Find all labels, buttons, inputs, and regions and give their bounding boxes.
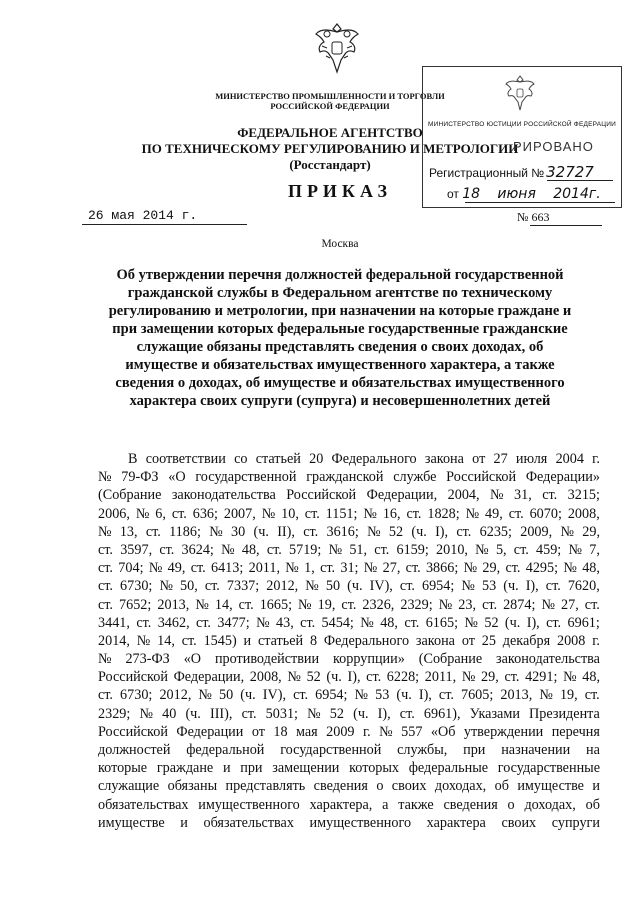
body-line: 2006, № 6, ст. 636; 2007, № 10, ст. 1151; № 16, ст. 1828; № 49, ст. 6070; 2008, bbox=[98, 505, 600, 522]
stamp-date-day: 18 bbox=[462, 186, 481, 202]
title-line: регулированию и метрологии, при назначении на которые граждане и bbox=[108, 303, 572, 319]
body-line: № 273-ФЗ «О противодействии коррупции» (Собрание законодательства bbox=[98, 651, 600, 668]
stamp-date-year: 2014г. bbox=[553, 186, 601, 202]
stamp-reg-number: 32727 bbox=[546, 163, 594, 181]
body-line: должностей федеральной государственной службы, при назначении на bbox=[98, 742, 600, 758]
title-line: гражданской службы в Федеральном агентстве по техническому bbox=[127, 285, 553, 301]
body-line: 2329; № 40 (ч. III), ст. 5031; № 52 (ч. I), ст. 6961), Указами Президента bbox=[98, 705, 600, 722]
body-line: которые граждане и при замещении которых федеральные государственные bbox=[98, 760, 600, 777]
body-line: (Собрание законодательства Российской Федерации, 2004, № 31, ст. 3215; bbox=[98, 487, 600, 504]
body-line: Российской Федерации от 18 мая 2009 г. № 557 «Об утверждении перечня bbox=[98, 723, 600, 740]
body-line: ст. 3597, ст. 3624; № 48, ст. 5719; № 51, ст. 6159; 2010, № 5, ст. 459; № 7, bbox=[98, 541, 600, 558]
document-date: 26 мая 2014 г. bbox=[88, 208, 198, 223]
title-line: служащие обязаны представлять сведения о своих доходах, об bbox=[136, 339, 544, 355]
document-city: Москва bbox=[321, 238, 359, 250]
body-line: служащие обязаны представлять сведения о своих доходах, об имуществе и bbox=[98, 778, 600, 795]
body-line: ст. 6730; № 50, ст. 7337; 2012, № 50 (ч. IV), ст. 6954; № 53 (ч. I), ст. 7620, bbox=[98, 578, 600, 595]
body-line: В соответствии со статьей 20 Федерального закона от 27 июля 2004 г. bbox=[128, 451, 600, 467]
title-line: при замещении которых федеральные государственные гражданские bbox=[112, 321, 568, 337]
document-number: № 663 bbox=[517, 210, 550, 224]
stamp-date-prefix: от bbox=[447, 187, 459, 201]
document-type: ПРИКАЗ bbox=[287, 181, 393, 201]
title-line: имуществе и обязательствах имущественного характера, а также bbox=[125, 357, 555, 373]
agency-name: ФЕДЕРАЛЬНОЕ АГЕНТСТВО ПО ТЕХНИЧЕСКОМУ РЕГУЛИРОВАНИЮ И МЕТРОЛОГИИ (Росстандарт) bbox=[141, 125, 519, 172]
stamp-ministry-name: МИНИСТЕРСТВО ЮСТИЦИИ РОССИЙСКОЙ ФЕДЕРАЦИИ bbox=[427, 121, 617, 128]
state-emblem-icon bbox=[312, 20, 362, 76]
body-line: № 79-ФЗ «О государственной гражданской службе Российской Федерации» bbox=[98, 469, 600, 486]
body-line: обязательствах имущественного характера, а также сведения о доходах, об bbox=[98, 796, 600, 813]
title-line: характера своих супруги (супруга) и несовершеннолетних детей bbox=[129, 393, 551, 409]
title-line: Об утверждении перечня должностей федеральной государственной bbox=[116, 267, 564, 283]
title-line: сведения о доходах, об имуществе и обязательствах имущественного bbox=[115, 375, 565, 391]
stamp-reg-label: Регистрационный № bbox=[429, 166, 545, 180]
body-line: 3441, ст. 3462, ст. 3477; № 43, ст. 5454; № 48, ст. 6165; № 52 (ч. I), ст. 6961; bbox=[98, 614, 600, 631]
body-line: имуществе и обязательствах имущественного характера своих супруги bbox=[98, 814, 600, 831]
date-underline bbox=[82, 224, 247, 225]
body-line: ст. 7652; 2013, № 14, ст. 1665; № 19, ст. 2326, 2329; № 23, ст. 2874; № 27, ст. bbox=[98, 596, 600, 613]
document-body bbox=[98, 450, 600, 832]
body-line: 2014, № 14, ст. 1545) и статьей 8 Федерального закона от 25 декабря 2008 г. bbox=[98, 632, 600, 649]
stamp-registration bbox=[429, 163, 594, 181]
body-line: № 13, ст. 1186; № 30 (ч. II), ст. 3616; № 52 (ч. I), ст. 6235; 2009, № 29, bbox=[98, 523, 600, 540]
stamp-overprint: РИРОВАНО bbox=[513, 139, 594, 154]
body-line: ст. 6730; 2012, № 50 (ч. IV), ст. 6954; № 53 (ч. I), ст. 7605; 2013, № 19, ст. bbox=[98, 687, 600, 704]
body-line: ст. 704; № 49, ст. 6413; 2011, № 1, ст. 31; № 27, ст. 3866; № 29, ст. 4295; № 48, bbox=[98, 560, 600, 577]
body-line: Российской Федерации, 2008, № 52 (ч. I), ст. 6228; 2011, № 29, ст. 4291; № 48, bbox=[98, 669, 600, 686]
stamp-date-month: июня bbox=[497, 186, 536, 202]
ministry-name: МИНИСТЕРСТВО ПРОМЫШЛЕННОСТИ И ТОРГОВЛИ РОССИЙСКОЙ ФЕДЕРАЦИИ bbox=[215, 91, 445, 111]
document-title bbox=[100, 266, 580, 410]
stamp-emblem-icon bbox=[503, 73, 537, 113]
number-underline bbox=[530, 225, 602, 226]
